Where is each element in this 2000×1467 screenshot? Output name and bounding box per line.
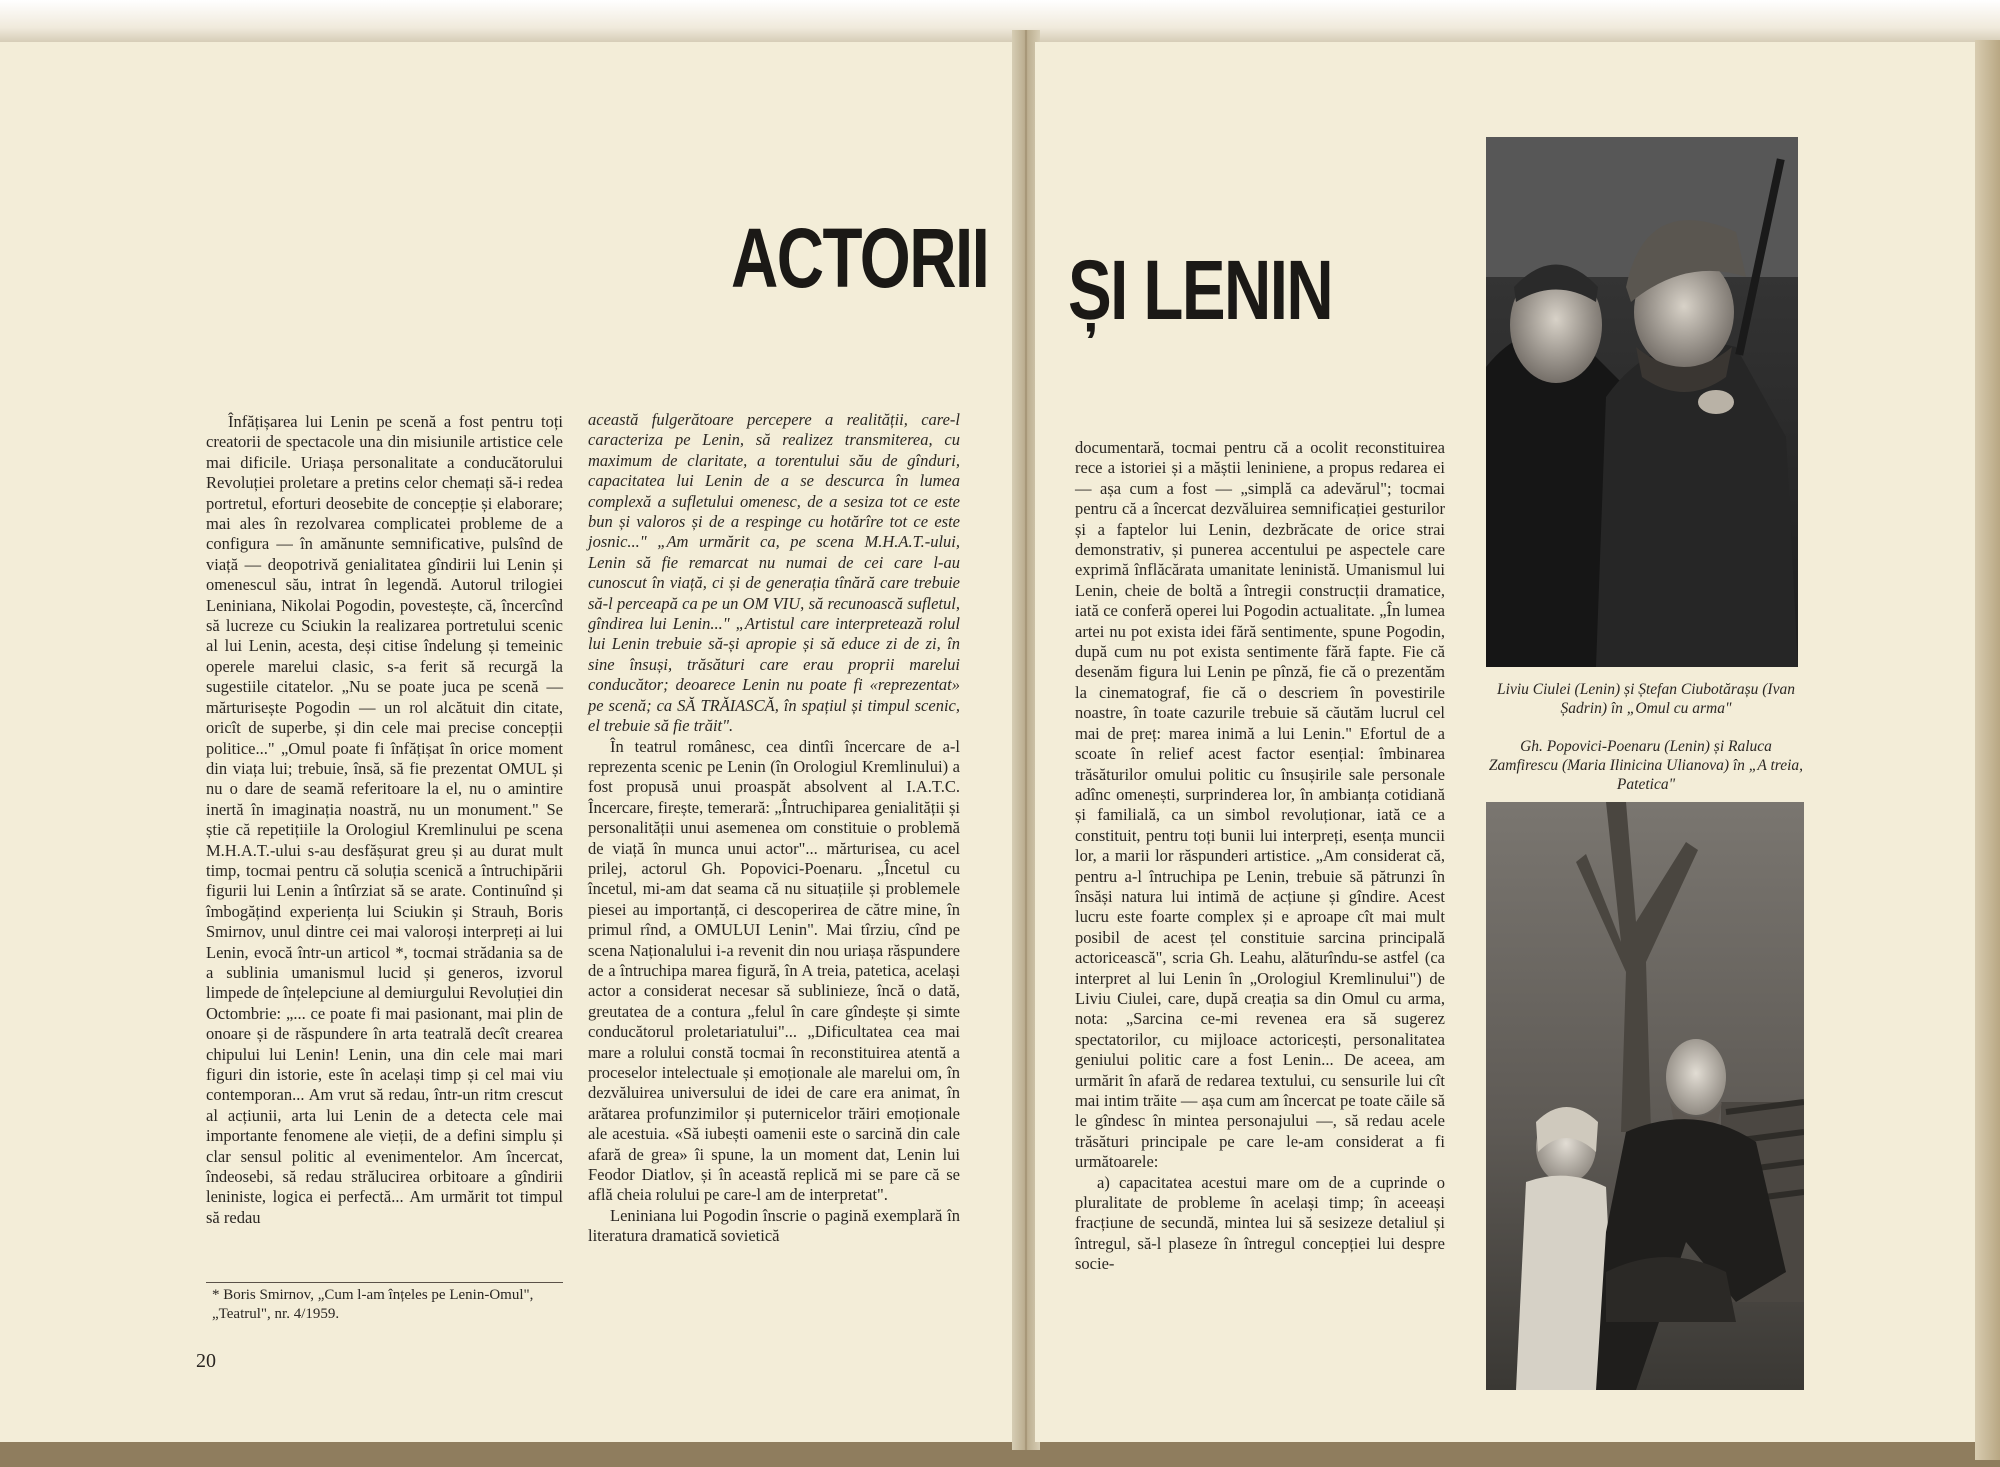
paragraph: În teatrul românesc, cea dintîi încercare de a-l reprezenta scenic pe Lenin (în Orologiul Kremlinului) a fost propusă unui proaspăt absolvent al I.A.T.C. Încercare, firește, temerară: „Întruchiparea genialității și personalității unui asemenea om constituie o problemă de viață în munca unui actor"... mărturisea, cu acel prilej, actorul Gh. Popovici-Poenaru. „Încetul cu încetul, mi-am dat seama că nu situațiile și problemele piesei au importanță, ci descoperirea de către mine, în primul rînd, a OMULUI Lenin". Mai tîrziu, cînd pe scena Naționalului i-a revenit din nou uriașa răspundere de a întruchipa marea figură, în A treia, patetica, același actor a considerat necesar să sublinieze, încă o dată, greutatea de a contura „felul în care gîndește și simte conducătorul proletariatului"... „Dificultatea cea mai mare a rolului constă tocmai în reconstituirea atentă a proceselor intelectuale și emoționale ale marelui om, în dezvăluirea universului de idei de care era animat, în arătarea profunzimilor și puternicelor trăiri emoționale ale acestuia. «Să iubești oamenii este o sarcină din cale afară de grea» îi spune, la un moment dat, Lenin lui Feodor Diatlov, și în această replică mi se pare că se află cheia rolului pe care-l am de interpretat". — [588, 736, 960, 1205]
left-column-2 — [588, 410, 960, 1247]
photo-a-treia-patetica — [1486, 802, 1804, 1390]
footnote: * Boris Smirnov, „Cum l-am înțeles pe Lenin-Omul", „Teatrul", nr. 4/1959. — [212, 1287, 534, 1322]
photo-caption-2-text: Gh. Popovici-Poenaru (Lenin) și Raluca Zamfirescu (Maria Ilinicina Ulianova) în „A treia, Patetica" — [1488, 738, 1804, 793]
photo-caption-1: Liviu Ciulei (Lenin) și Ștefan Ciubotărașu (Ivan Șadrin) în „Omul cu arma" — [1497, 681, 1795, 717]
photo-omul-cu-arma — [1486, 137, 1798, 667]
paragraph: Înfățișarea lui Lenin pe scenă a fost pentru toți creatorii de spectacole una din misiunile artistice cele mai dificile. Uriașa personalitate a conducătorului Revoluției proletare a pretins celor chemați să-i redea portretul, eforturi deosebite de concepție și elaborare; mai ales în rezolvarea complicatei probleme de a configura — în amănunte semnificative, pulsînd de viață — deopotrivă genialitatea gîndirii lui Lenin și omenescul său, intrat în legendă. Autorul trilogiei Leniniana, Nikolai Pogodin, povestește, că, încercînd să lucreze cu Sciukin la realizarea portretului scenic al lui Lenin, acesta, deși citise îndelung și temeinic operele marelui clasic, s-a ferit să recurgă la sugestiile citatelor. „Nu se poate juca pe scenă — mărturisește Pogodin — un rol alcătuit din citate, oricît de superbe, și din cele mai precise concepții politice..." „Omul poate fi înfățișat în orice moment din viața lui; trebuie, însă, să fie prezentat OMUL și nu o dare de seamă referitoare la el, nu o amintire inertă în imaginația noastră, nu un monument." Se știe că repetițiile la Orologiul Kremlinului pe scena M.H.A.T.-ului s-au desfășurat greu și au durat mult timp, tocmai pentru că soluția scenică a întruchipării figurii lui Lenin a întîrziat să se arate. Continuînd și îmbogățind experiența lui Sciukin și Strauh, Boris Smirnov, unul dintre cei mai valoroși interpreți ai lui Lenin, evocă într-un articol *, tocmai strădania sa de a sublinia umanismul lucid și generos, izvorul limpede de înțelepciune al demiurgului Revoluției din Octombrie: „... ce poate fi mai pasionant, mai plin de onoare și de răspundere în arta teatrală decît crearea chipului lui Lenin! Lenin, una din cele mai mari figuri din istorie, este în același timp și cel mai viu contemporan... Am vrut să redau, într-un ritm crescut al acțiunii, arta lui Lenin de a detecta cele mai importante fenomene ale vieții, de a defini simplu și clar sensul politic al evenimentelor. Am încercat, îndeosebi, să redau strălucirea orbitoare a gîndirii leniniste, logica ei perfectă... Am urmărit tot timpul să redau — [206, 412, 563, 1227]
photo-a-treia-patetica-image — [1486, 802, 1804, 1390]
headline-part-1: ACTORII — [731, 211, 989, 305]
right-column — [1075, 438, 1445, 1275]
paragraph: Leniniana lui Pogodin înscrie o pagină exemplară în literatura dramatică sovietică — [588, 1205, 960, 1246]
page-number: 20 — [196, 1350, 216, 1372]
paragraph: această fulgerătoare percepere a realității, care-l caracteriza pe Lenin, să realizez transmiterea, cu maximum de claritate, a torentului său de gînduri, capacitatea lui Lenin de a se descurca în lumea complexă a sufletului omenesc, de a sesiza tot ce este bun și valoros și de a respinge cu hotărîre tot ce este josnic..." „Am urmărit ca, pe scena M.H.A.T.-ului, Lenin să fie remarcat nu numai de cei care l-au cunoscut în viață, ci și de generația tînără care trebuie să-l perceapă ca pe un OM VIU, să recunoască sufletul, gîndirea lui Lenin..." „Artistul care interpretează rolul lui Lenin trebuie să-și apropie și să educe zi de zi, în sine însuși, trăsături care erau proprii marelui conducător; deoarece Lenin nu poate fi «reprezentat» pe scenă; ca SĂ TRĂIASCĂ, în spațiul și timpul scenic, el trebuie să fie trăit". — [588, 410, 960, 736]
photo-omul-cu-arma-image — [1486, 137, 1798, 667]
paragraph: a) capacitatea acestui mare om de a cuprinde o pluralitate de probleme în același timp; în aceeași fracțiune de secundă, mintea lui să sesizeze detaliul și întregul, să-l plaseze în întregul concepției lui despre socie- — [1075, 1172, 1445, 1274]
left-column-1 — [206, 412, 563, 1228]
scan-right-edge — [1975, 40, 2000, 1460]
headline-part-2: ȘI LENIN — [1068, 243, 1333, 337]
left-page — [0, 42, 1018, 1442]
scan-top-edge — [0, 0, 2000, 46]
paragraph: documentară, tocmai pentru că a ocolit reconstituirea rece a istoriei și a măștii leniniene, a propus redarea ei — așa cum a fost — „simplă ca adevărul"; tocmai pentru că a încercat dezvăluirea semnificației gesturilor și a faptelor lui Lenin, dezbrăcate de orice strai demonstrativ, și punerea accentului pe aspectele care exprimă înflăcărata umanitate leninistă. Umanismul lui Lenin, cheie de boltă a întregii construcții dramatice, iată ce conferă operei lui Pogodin actualitate. „În lumea artei nu pot exista idei fără sentimente, spune Pogodin, după cum nu pot exista sentimente fără fapte. Fie că desenăm figura lui Lenin pe pînză, fie că o prezentăm la cinematograf, fie că o descriem în povestirile noastre, în toate cazurile trebuie să căutăm lucrul cel mai de preț: marea inimă a lui Lenin." Efortul de a scoate în relief acest factor esențial: îmbinarea trăsăturilor omului politic cu însușirile sale personale adînc omenești, surprinderea lor, în ambianța cotidiană și familială, ca un simbol revoluționar, iată ce a constituit, pentru toți bunii lui interpreți, esența muncii lor, a marii lor răspunderi artistice. „Am considerat că, pentru a-l întruchipa pe Lenin, trebuie să pătrunzi în însăși natura lui intimă de acțiune și gîndire. Acest lucru este foarte complex și e aproape cît mai mult posibil de acest țel constituie sarcina principală actoricească", scria Gh. Leahu, alăturîndu-se astfel (ca interpret al lui Lenin în „Orologiul Kremlinului") de Liviu Ciulei, care, după creația sa din Omul cu arma, nota: „Sarcina ce-mi revenea era să sugerez spectatorilor, cu mijloace actoricești, personalitatea geniului politic care a fost Lenin... De aceea, am urmărit în afară de redarea textului, cu sensurile lui cît mai intim trăite — așa cum am încercat pe toate căile să le gîndesc în mintea personajului —, să redau acele trăsături principale pe care le-am considerat a fi următoarele: — [1075, 438, 1445, 1172]
footnote-rule — [206, 1282, 563, 1283]
